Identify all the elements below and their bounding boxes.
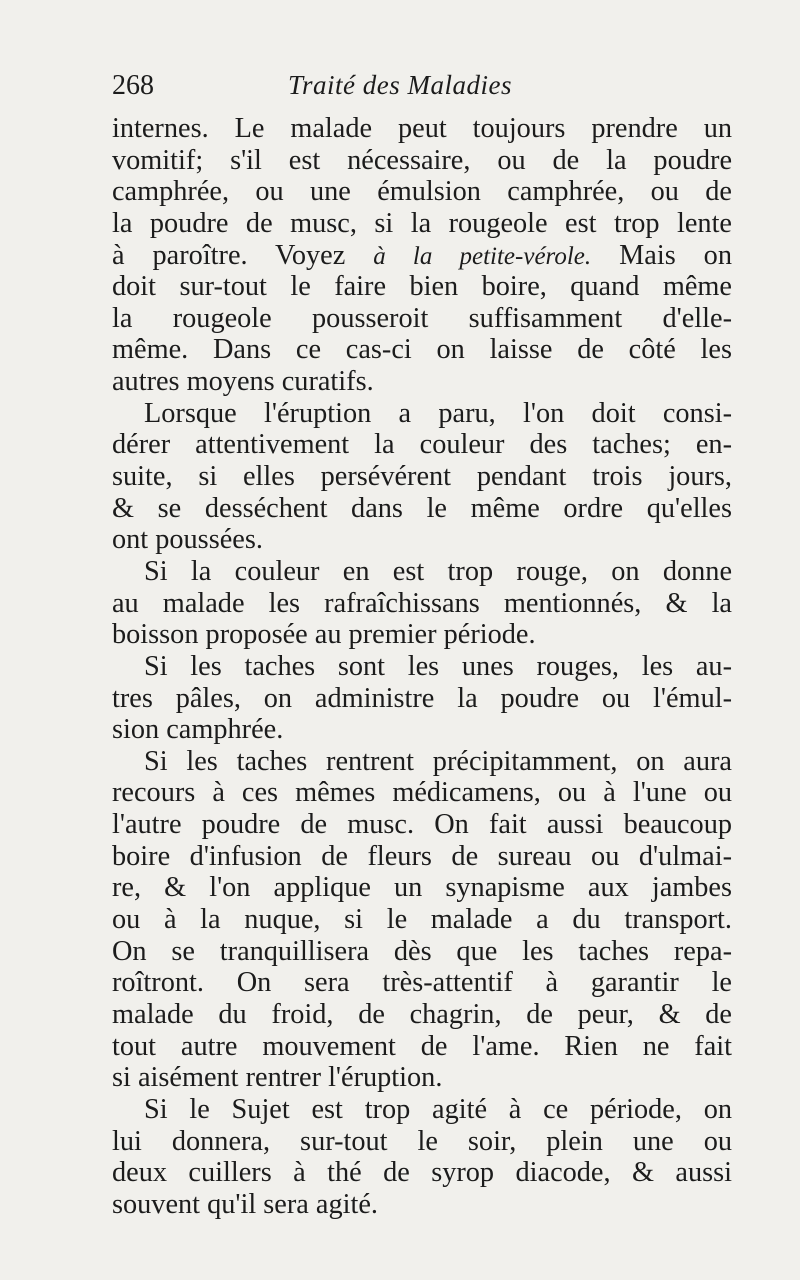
text-line: camphrée, ou une émulsion camphrée, ou de — [112, 176, 732, 208]
text-line: re, & l'on applique un synapisme aux jambes — [112, 872, 732, 904]
text-line: tres pâles, on administre la poudre ou l'émul- — [112, 682, 732, 714]
text-line: malade du froid, de chagrin, de peur, & de — [112, 998, 732, 1030]
text-line: Si le Sujet est trop agité à ce période, on — [144, 1093, 732, 1125]
text-line: doit sur-tout le faire bien boire, quand même — [112, 271, 732, 303]
body-text — [112, 113, 732, 1220]
text-line: suite, si elles persévérent pendant trois jours, — [112, 461, 732, 493]
text-line: roîtront. On sera très-attentif à garantir le — [112, 967, 732, 999]
text-line: & se desséchent dans le même ordre qu'elles — [112, 492, 732, 524]
text-line: boire d'infusion de fleurs de sureau ou d'ulmai- — [112, 840, 732, 872]
text-line: si aisément rentrer l'éruption. — [112, 1062, 443, 1094]
text-line: la poudre de musc, si la rougeole est trop lente — [112, 207, 732, 239]
page-number: 268 — [112, 70, 154, 101]
text-line: Lorsque l'éruption a paru, l'on doit consi- — [144, 397, 732, 429]
page-header — [112, 70, 732, 110]
text-line: l'autre poudre de musc. On fait aussi beaucoup — [112, 809, 732, 841]
text-line: sion camphrée. — [112, 714, 284, 746]
text-line: Si les taches rentrent précipitamment, on aura — [144, 745, 732, 777]
text-line: internes. Le malade peut toujours prendre un — [112, 113, 732, 144]
text-line: souvent qu'il sera agité. — [112, 1188, 378, 1220]
text-line: Si les taches sont les unes rouges, les au- — [144, 650, 732, 682]
text-line: recours à ces mêmes médicamens, ou à l'une ou — [112, 777, 732, 809]
text-line: Si la couleur en est trop rouge, on donne — [144, 555, 732, 587]
text-line: au malade les rafraîchissans mentionnés, & la — [112, 587, 732, 619]
text-line: tout autre mouvement de l'ame. Rien ne fait — [112, 1030, 732, 1062]
text-line: la rougeole pousseroit suffisamment d'elle- — [112, 302, 732, 334]
text-line: vomitif; s'il est nécessaire, ou de la poudre — [112, 144, 732, 176]
text-line: On se tranquillisera dès que les taches repa- — [112, 935, 732, 967]
italic-reference: à la petite-vérole. — [373, 242, 592, 270]
text-line: dérer attentivement la couleur des taches; en- — [112, 429, 732, 461]
text-line: boisson proposée au premier période. — [112, 619, 536, 651]
running-title: Traité des Maladies — [288, 70, 512, 100]
text-run: à paroître. Voyez — [112, 239, 374, 271]
text-line: même. Dans ce cas-ci on laisse de côté les — [112, 334, 732, 366]
text-line: autres moyens curatifs. — [112, 366, 374, 398]
text-line: deux cuillers à thé de syrop diacode, & aussi — [112, 1157, 732, 1189]
text-run: Mais on — [591, 239, 732, 271]
text-line: ont poussées. — [112, 524, 263, 556]
text-line: ou à la nuque, si le malade a du transport. — [112, 904, 732, 936]
text-line: lui donnera, sur-tout le soir, plein une ou — [112, 1125, 732, 1157]
text-line — [112, 240, 732, 272]
